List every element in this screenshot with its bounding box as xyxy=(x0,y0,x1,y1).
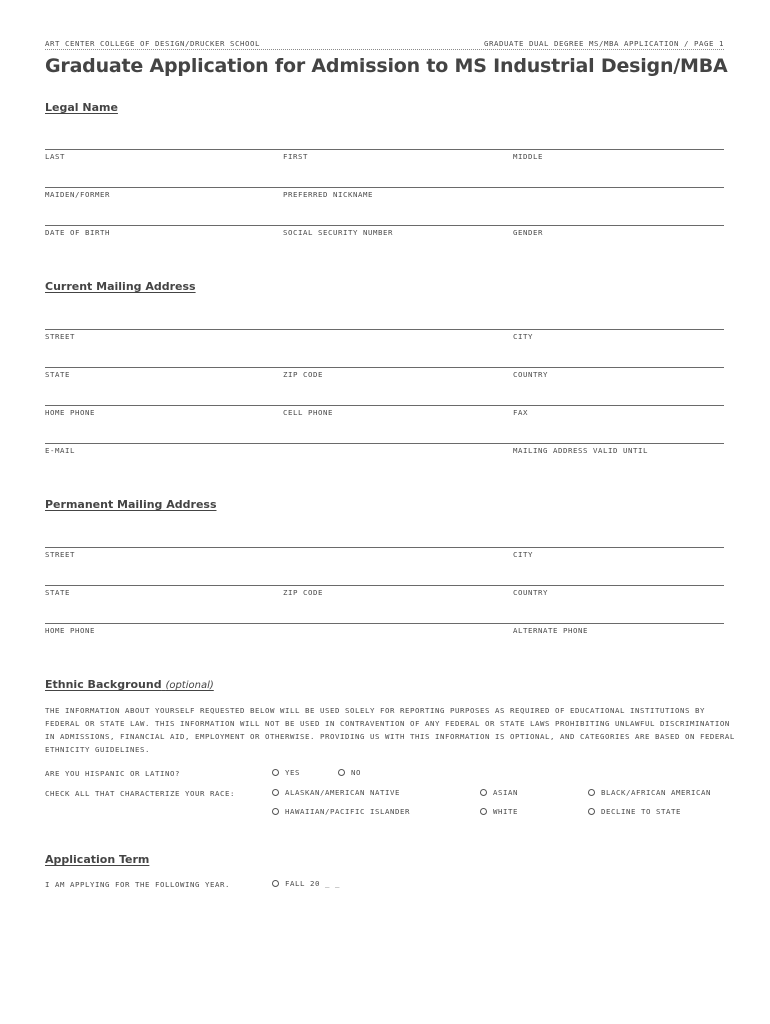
radio-label: YES xyxy=(285,768,300,777)
label-perm-country: COUNTRY xyxy=(513,588,548,597)
label-first: FIRST xyxy=(283,152,308,161)
radio-circle-icon xyxy=(272,880,279,887)
radio-term-fall[interactable] xyxy=(272,879,340,888)
section-ethnic-background xyxy=(45,678,214,691)
race-label: DECLINE TO STATE xyxy=(601,807,681,816)
race-label: WHITE xyxy=(493,807,518,816)
radio-hispanic-no[interactable] xyxy=(338,768,361,777)
page-title: Graduate Application for Admission to MS Industrial Design/MBA xyxy=(45,55,728,77)
label-perm-state: STATE xyxy=(45,588,70,597)
label-hispanic-question: ARE YOU HISPANIC OR LATINO? xyxy=(45,769,180,778)
label-last: LAST xyxy=(45,152,65,161)
radio-circle-icon xyxy=(338,769,345,776)
label-dob: DATE OF BIRTH xyxy=(45,228,110,237)
checkbox-race-decline[interactable] xyxy=(588,807,681,816)
header-page-info: GRADUATE DUAL DEGREE MS/MBA APPLICATION / PAGE 1 xyxy=(484,39,724,48)
radio-circle-icon xyxy=(272,808,279,815)
radio-circle-icon xyxy=(272,789,279,796)
label-current-country: COUNTRY xyxy=(513,370,548,379)
label-perm-street: STREET xyxy=(45,550,75,559)
header-school: ART CENTER COLLEGE OF DESIGN/DRUCKER SCHOOL xyxy=(45,39,260,48)
checkbox-race-hawaiian[interactable] xyxy=(272,807,410,816)
radio-circle-icon xyxy=(588,789,595,796)
race-label: ALASKAN/AMERICAN NATIVE xyxy=(285,788,400,797)
section-legal-name: Legal Name xyxy=(45,101,118,114)
label-current-street: STREET xyxy=(45,332,75,341)
checkbox-race-black[interactable] xyxy=(588,788,711,797)
ethnic-heading-text: Ethnic Background xyxy=(45,678,162,691)
field-line-dob[interactable] xyxy=(45,225,724,226)
checkbox-race-white[interactable] xyxy=(480,807,518,816)
label-current-email: E-MAIL xyxy=(45,446,75,455)
label-perm-home-phone: HOME PHONE xyxy=(45,626,95,635)
checkbox-race-asian[interactable] xyxy=(480,788,518,797)
label-middle: MIDDLE xyxy=(513,152,543,161)
label-valid-until: MAILING ADDRESS VALID UNTIL xyxy=(513,446,648,455)
field-line-perm-phone[interactable] xyxy=(45,623,724,624)
label-current-fax: FAX xyxy=(513,408,528,417)
label-maiden: MAIDEN/FORMER xyxy=(45,190,110,199)
label-current-cell-phone: CELL PHONE xyxy=(283,408,333,417)
label-race-question: CHECK ALL THAT CHARACTERIZE YOUR RACE: xyxy=(45,789,235,798)
field-line-perm-state[interactable] xyxy=(45,585,724,586)
term-fall-label: FALL 20 _ _ xyxy=(285,879,340,888)
label-current-home-phone: HOME PHONE xyxy=(45,408,95,417)
label-ssn: SOCIAL SECURITY NUMBER xyxy=(283,228,393,237)
label-perm-zip: ZIP CODE xyxy=(283,588,323,597)
label-current-city: CITY xyxy=(513,332,533,341)
checkbox-race-alaskan-native[interactable] xyxy=(272,788,400,797)
label-nickname: PREFERRED NICKNAME xyxy=(283,190,373,199)
section-current-address: Current Mailing Address xyxy=(45,280,196,293)
label-gender: GENDER xyxy=(513,228,543,237)
radio-circle-icon xyxy=(480,789,487,796)
label-perm-alt-phone: ALTERNATE PHONE xyxy=(513,626,588,635)
ethnic-optional-note: (optional) xyxy=(165,680,214,691)
field-line-current-phone[interactable] xyxy=(45,405,724,406)
radio-circle-icon xyxy=(272,769,279,776)
label-current-zip: ZIP CODE xyxy=(283,370,323,379)
label-term-question: I AM APPLYING FOR THE FOLLOWING YEAR. xyxy=(45,880,230,889)
field-line-maiden[interactable] xyxy=(45,187,724,188)
header-divider xyxy=(45,49,724,50)
label-current-state: STATE xyxy=(45,370,70,379)
field-line-current-state[interactable] xyxy=(45,367,724,368)
ethnic-disclaimer: THE INFORMATION ABOUT YOURSELF REQUESTED BELOW WILL BE USED SOLELY FOR REPORTING PURPOSES AS REQUIRED OF EDUCATIONAL INSTITUTIONS BY FEDERAL OR STATE LAW. THIS INFORMATION WILL NOT BE USED IN CONTRAVENTION OF ANY FEDERAL OR STATE LAWS PROHIBITING UNLAWFUL DISCRIMINATION IN ADMISSIONS, FINANCIAL AID, EMPLOYMENT OR OTHERWISE. PROVIDING US WITH THIS INFORMATION IS OPTIONAL, AND CATEGORIES ARE BASED ON FEDERAL ETHNICITY GUIDELINES. xyxy=(45,706,735,754)
radio-hispanic-yes[interactable] xyxy=(272,768,300,777)
section-permanent-address: Permanent Mailing Address xyxy=(45,498,217,511)
field-line-last[interactable] xyxy=(45,149,724,150)
radio-label: NO xyxy=(351,768,361,777)
label-perm-city: CITY xyxy=(513,550,533,559)
race-label: HAWAIIAN/PACIFIC ISLANDER xyxy=(285,807,410,816)
race-label: ASIAN xyxy=(493,788,518,797)
field-line-current-email[interactable] xyxy=(45,443,724,444)
radio-circle-icon xyxy=(588,808,595,815)
field-line-current-street[interactable] xyxy=(45,329,724,330)
field-line-perm-street[interactable] xyxy=(45,547,724,548)
race-label: BLACK/AFRICAN AMERICAN xyxy=(601,788,711,797)
radio-circle-icon xyxy=(480,808,487,815)
section-application-term: Application Term xyxy=(45,853,150,866)
